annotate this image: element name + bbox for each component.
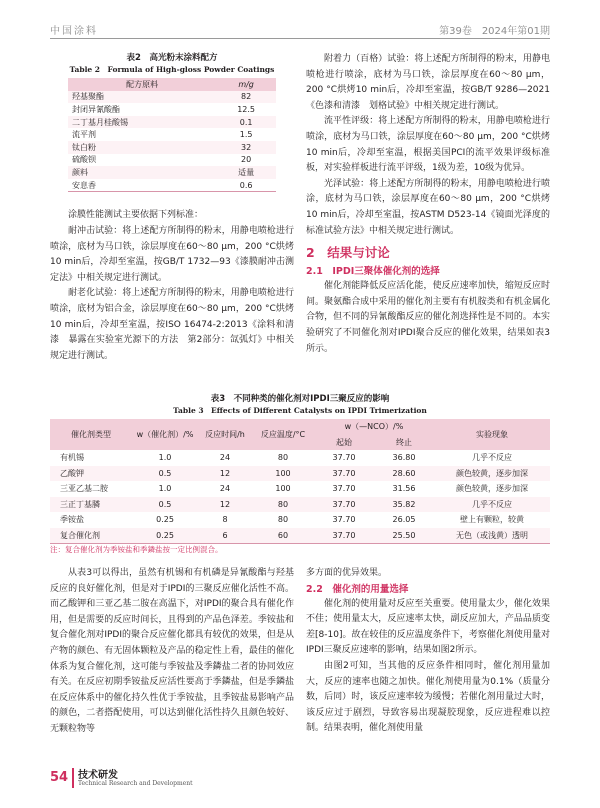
table-cell: 37.70	[332, 515, 356, 525]
table-cell: 100	[275, 484, 291, 494]
table-cell: 25.50	[374, 528, 434, 544]
table-cell: 37.70	[332, 484, 356, 494]
table3-header-type: 催化剂类型	[50, 419, 132, 450]
table-row	[68, 141, 276, 154]
table-row	[50, 450, 550, 466]
table-cell: 80	[277, 515, 289, 525]
header-divider	[50, 38, 550, 39]
table-cell: 安息香	[68, 179, 216, 192]
body-paragraph: 耐冲击试验：将上述配方所制得的粉末，用静电喷枪进行喷涂，底材为马口铁，涂层厚度在60～80 μm，200 °C烘烤10 min后，冷却至室温，按GB/T 1732—93《漆膜耐冲击测定法》中相关规定进行测试。	[50, 225, 294, 283]
table-cell: 颜料	[68, 166, 216, 179]
table-cell: 0.1	[216, 116, 276, 129]
table3-header-nco: w（—NCO）/%	[314, 419, 434, 435]
table-cell: 35.82	[374, 497, 434, 513]
table-cell: 流平剂	[68, 128, 216, 141]
table-row	[68, 116, 276, 129]
right-column-upper	[306, 52, 550, 357]
table2-caption-cn: 表2 高光粉末涂料配方	[126, 53, 218, 63]
table3-block	[50, 393, 550, 556]
left-column-lower	[50, 566, 294, 738]
table-row	[50, 528, 550, 544]
table-cell: 1.0	[158, 453, 172, 463]
body-paragraph: 由图2可知，当其他的反应条件相同时，催化剂用量加大，反应的速率也随之加快。催化剂使用量为0.1%（质量分数，后同）时，该反应速率较为缓慢；若催化剂用量过大时，该反应过于剧烈，导致容易出现凝胶现象，反应进程难以控制。结果表明，催化剂使用量	[306, 660, 550, 734]
table-cell: 封闭异氰酸酯	[68, 103, 216, 116]
table-row	[50, 497, 550, 513]
table3-header-phenomenon: 实验现象	[434, 419, 550, 450]
body-paragraph: 催化剂的使用量对反应至关重要。使用量太少，催化效果不佳；使用量太大，反应速率太快，副反应加大，产品品质变差[8-10]。故在较佳的反应温度条件下，考察催化剂使用量对IPDI三聚反应速率的影响，结果如图2所示。	[306, 598, 550, 656]
table-row	[68, 103, 276, 116]
table2	[68, 78, 276, 192]
table-row	[50, 481, 550, 497]
table-cell: 32	[216, 141, 276, 154]
table3-header-temp: 反应温度/°C	[252, 419, 314, 450]
table-cell: 82	[216, 91, 276, 104]
body-paragraph: 从表3可以得出，虽然有机锡和有机磷是异氰酸酯与羟基反应的良好催化剂，但是对于IPDI的三聚反应催化活性不高。而乙酸钾和三亚乙基二胺在高温下，对IPDI的聚合具有催化作用，但是需要的反应时间长，且得到的产品色泽差。季铵盐和复合催化剂对IPDI的聚合反应催化都具有较优的效果，但是从产物的颜色、有无固体颗粒及产品的稳定性上看，最佳的催化体系为复合催化剂，这可能与季铵盐及季鏻盐二者的协同效应有关。在反应初期季铵盐反应活性要高于季鏻盐，但是季鏻盐在反应体系中的催化持久性优于季铵盐，且季铵盐易影响产品的颜色，二者搭配使用，可以达到催化活性持久且颜色较好、无颗粒物等	[50, 568, 294, 734]
table-cell: 37.70	[314, 528, 374, 544]
table-cell: 37.70	[332, 453, 356, 463]
table3-header-start: 起始	[314, 435, 374, 451]
subsection-heading: 2.2 催化剂的用量选择	[306, 583, 409, 595]
table2-header-unit: m/g	[216, 78, 276, 91]
table-cell: 8	[222, 515, 228, 525]
table-cell: 1.5	[216, 128, 276, 141]
table3-note: 注：复合催化剂为季铵盐和季鏻盐按一定比例混合。	[50, 545, 223, 554]
footer-divider	[72, 768, 74, 788]
table-cell: 1.0	[158, 484, 172, 494]
table-cell: 颜色较黄，逐步加深	[434, 466, 550, 482]
table-cell: 37.70	[314, 466, 374, 482]
table-cell: 28.60	[374, 466, 434, 482]
table-cell: 复合催化剂	[50, 528, 132, 544]
table-row	[68, 154, 276, 167]
table-cell: 37.70	[314, 497, 374, 513]
table-cell: 无色（或浅黄）透明	[434, 528, 550, 544]
table-row	[50, 466, 550, 482]
table-cell: 适量	[216, 166, 276, 179]
table3-header-time: 反应时间/h	[198, 419, 252, 450]
body-paragraph: 光泽试验：将上述配方所制得的粉末，用静电喷枪进行喷涂，底材为马口铁，涂层厚度在60～80 μm，200 °C烘烤10 min后，冷却至室温，按ASTM D523-14《镜面光泽度的标准试验方法》中相关规定进行测试。	[306, 178, 550, 236]
table-cell: 31.56	[392, 484, 416, 494]
footer-section-cn: 技术研发	[78, 770, 118, 781]
issue-label: 第39卷 2024年第01期	[439, 26, 550, 37]
table2-caption-en: Table 2 Formula of High-gloss Powder Coatings	[69, 65, 275, 74]
table-row	[68, 179, 276, 192]
table3-header-w: w（催化剂）/%	[132, 419, 198, 450]
table-cell: 二丁基月桂酸锡	[68, 116, 216, 129]
table3-caption-en: Table 3 Effects of Different Catalysts on IPDI Trimerization	[173, 406, 427, 415]
table-cell: 24	[219, 453, 231, 463]
table-cell: 0.25	[156, 515, 174, 525]
section-heading: 2 结果与讨论	[306, 245, 390, 261]
table-cell: 12	[198, 497, 252, 513]
table-row	[68, 91, 276, 104]
body-paragraph: 催化剂能降低反应活化能，使反应速率加快，缩短反应时间。聚氨酯合成中采用的催化剂主要有有机胺类和有机金属化合物，但不同的异氰酸酯反应的催化剂选择性是不同的。本实验研究了不同催化剂对IPDI聚合反应的催化效果，结果如表3所示。	[306, 281, 550, 354]
table3-header-end: 终止	[374, 435, 434, 451]
table-cell: 三亚乙基二胺	[60, 484, 108, 494]
table-row	[50, 512, 550, 528]
table-cell: 80	[252, 497, 314, 513]
table-cell: 颜色较黄，逐步加深	[456, 484, 528, 494]
body-paragraph: 多方面的优异效果。	[306, 568, 388, 578]
table3	[50, 419, 550, 544]
table-cell: 80	[277, 453, 289, 463]
table2-header-name: 配方原料	[68, 78, 216, 91]
table-cell: 0.5	[132, 466, 198, 482]
table-cell: 20	[216, 154, 276, 167]
table-cell: 几乎不反应	[472, 453, 512, 463]
body-paragraph: 涂膜性能测试主要依据下列标准：	[68, 210, 204, 221]
table-cell: 乙酸钾	[50, 466, 132, 482]
table-cell: 三正丁基膦	[50, 497, 132, 513]
table-cell: 12.5	[216, 103, 276, 116]
table-cell: 60	[252, 528, 314, 544]
table-cell: 36.80	[392, 453, 416, 463]
table-cell: 壁上有颗粒，较黄	[460, 515, 524, 525]
table-cell: 0.5	[132, 497, 198, 513]
table-cell: 0.25	[132, 528, 198, 544]
page-number: 54	[50, 770, 69, 785]
body-paragraph: 耐老化试验：将上述配方所制得的粉末，用静电喷枪进行喷涂，底材为铝合金，涂层厚度在60～80 μm，200 °C烘烤10 min后，冷却至室温，按ISO 16474-2:2013《涂料和清漆 暴露在实验室光源下的方法 第2部分：氙弧灯》中相关规定进行测试。	[50, 288, 294, 361]
footer-section-en: Technical Research and Development	[78, 780, 193, 787]
subsection-heading: 2.1 IPDI三聚体催化剂的选择	[306, 266, 440, 278]
table-cell: 12	[198, 466, 252, 482]
table-cell: 硫酸钡	[68, 154, 216, 167]
table-cell: 100	[252, 466, 314, 482]
left-column-upper	[50, 52, 294, 364]
table-cell: 0.6	[216, 179, 276, 192]
table-cell: 钛白粉	[68, 141, 216, 154]
body-paragraph: 流平性评级：将上述配方所制得的粉末，用静电喷枪进行喷涂，底材为马口铁，涂层厚度在60～80 μm，200 °C烘烤10 min后，冷却至室温，根据美国PCI的流平效果评级标准板，对实验样板进行流平评级，1级为差，10级为优异。	[306, 116, 550, 174]
table-cell: 有机锡	[60, 453, 84, 463]
table3-caption-cn: 表3 不同种类的催化剂对IPDI三聚反应的影响	[210, 394, 390, 404]
table-row	[68, 166, 276, 179]
table-cell: 季铵盐	[60, 515, 84, 525]
journal-name: 中国涂料	[50, 26, 98, 37]
table-cell: 6	[198, 528, 252, 544]
table-cell: 26.05	[392, 515, 416, 525]
table-row	[68, 128, 276, 141]
table-cell: 几乎不反应	[434, 497, 550, 513]
table-cell: 24	[219, 484, 231, 494]
body-paragraph: 附着力（百格）试验：将上述配方所制得的粉末，用静电喷枪进行喷涂，底材为马口铁，涂层厚度在60～80 μm，200 °C烘烤10 min后，冷却至室温，按GB/T 9286—2021《色漆和清漆 划格试验》中相关规定进行测试。	[306, 54, 550, 111]
right-column-lower	[306, 566, 550, 737]
table-cell: 羟基聚酯	[68, 91, 216, 104]
